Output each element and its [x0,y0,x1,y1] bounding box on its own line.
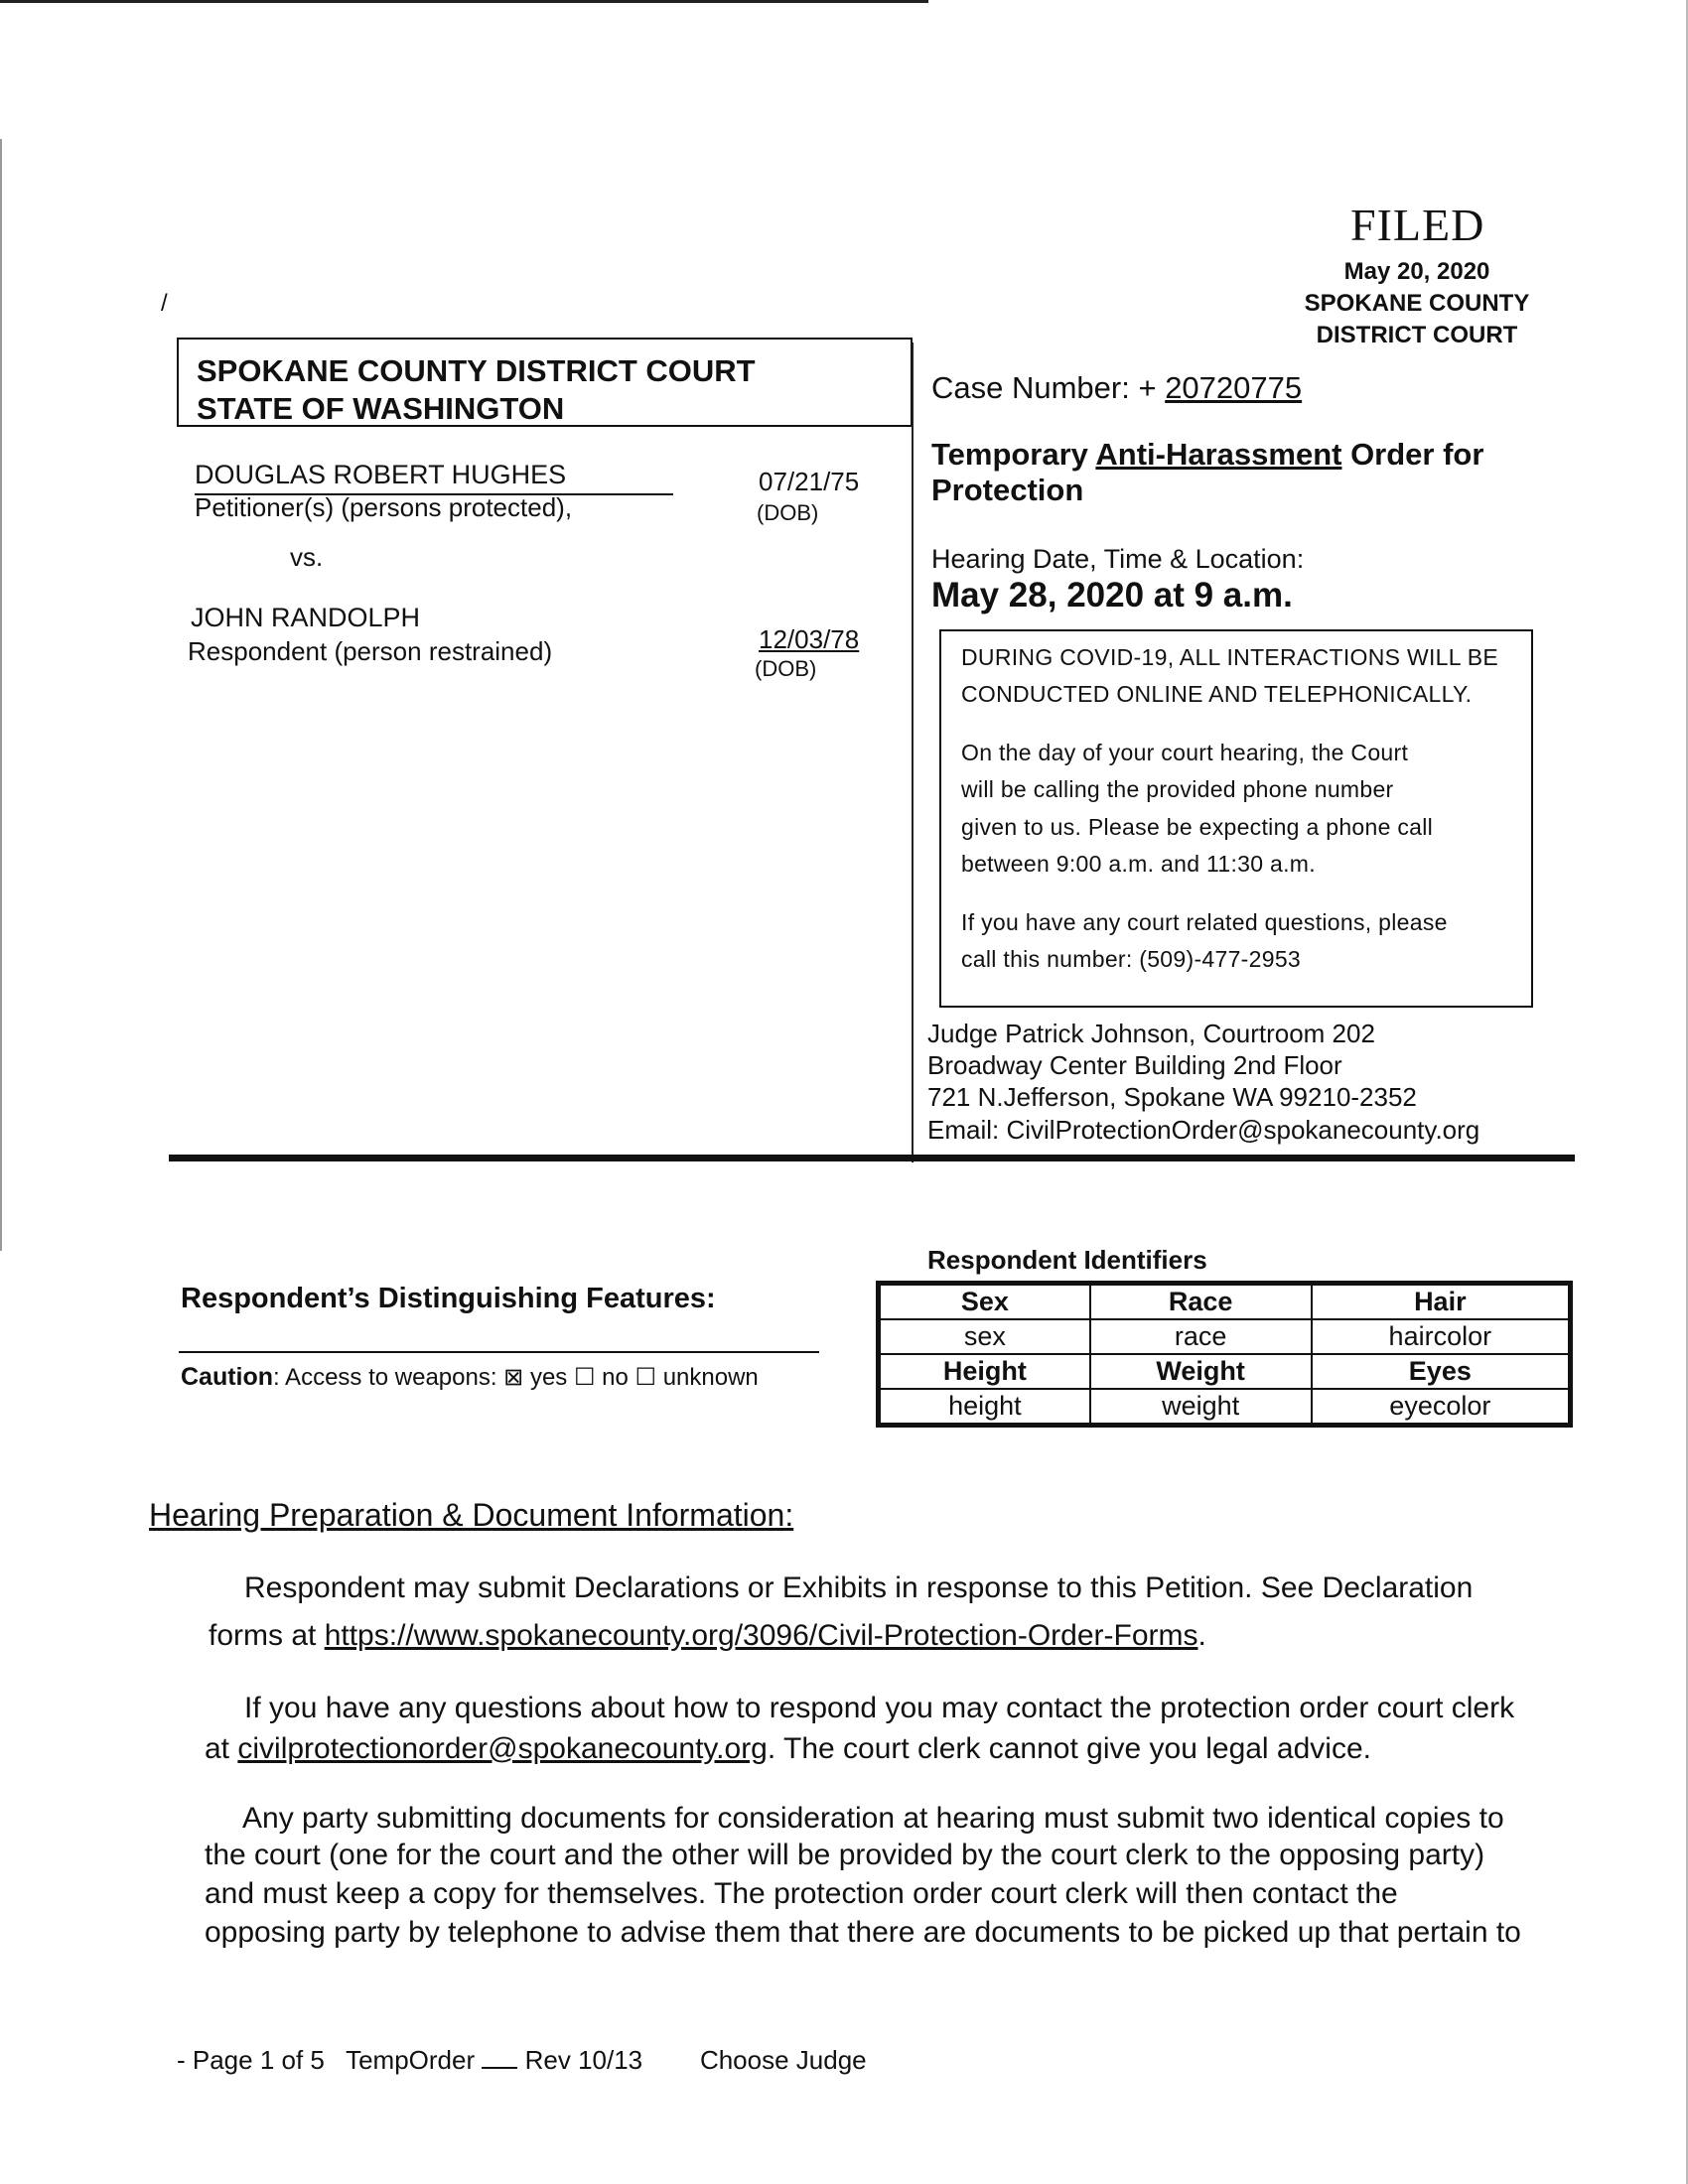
respondent-dob: 12/03/78 [759,624,860,654]
distinguishing-features-label: Respondent’s Distinguishing Features: [181,1283,716,1314]
court-address: 721 N.Jefferson, Spokane WA 99210-2352 [927,1082,1417,1112]
paragraph-text: forms at [209,1619,325,1652]
order-title-line2: Protection [931,473,1084,507]
covid-notice-line: If you have any court related questions, please [961,909,1448,935]
table-cell: height [879,1389,1090,1426]
covid-notice-line: CONDUCTED ONLINE AND TELEPHONICALLY. [961,681,1473,707]
table-header-cell: Weight [1090,1354,1312,1389]
court-name: SPOKANE COUNTY DISTRICT COURT [197,353,756,388]
left-scan-edge [0,139,2,1251]
court-header-box [177,338,913,427]
respondent-identifiers-table [876,1281,1573,1428]
petitioner-dob-label: (DOB) [757,500,819,525]
choose-judge-field[interactable]: Choose Judge [699,2045,867,2075]
declaration-forms-link[interactable]: https://www.spokanecounty.org/3096/Civil-Protection-Order-Forms [324,1619,1198,1652]
filed-stamp-date: May 20, 2020 [1343,258,1490,285]
caution-label: Caution [181,1363,274,1391]
petitioner-dob: 07/21/75 [759,467,860,496]
section-divider [169,1155,1575,1161]
paragraph-line: Respondent may submit Declarations or Exhibits in response to this Petition. See Declaration [244,1571,1474,1604]
respondent-identifiers-title: Respondent Identifiers [927,1245,1207,1275]
table-header-cell: Eyes [1312,1354,1571,1389]
covid-notice-line: will be calling the provided phone number [961,776,1394,802]
paragraph-line: opposing party by telephone to advise them that there are documents to be picked up that pertain to [205,1916,1521,1949]
caution-text: : Access to weapons: ⊠ yes ☐ no ☐ unknown [273,1364,759,1391]
stray-mark: / [161,290,168,317]
respondent-name: JOHN RANDOLPH [191,603,421,632]
court-email: Email: CivilProtectionOrder@spokanecounty.org [927,1115,1480,1145]
paragraph-line [209,1619,1206,1653]
paragraph-line: If you have any questions about how to respond you may contact the protection order court clerk [244,1692,1515,1724]
table-cell: race [1090,1319,1312,1354]
paragraph-line: Any party submitting documents for consideration at hearing must submit two identical copies to [242,1802,1504,1835]
form-blank [482,2047,517,2069]
petitioner-role: Petitioner(s) (persons protected), [195,492,573,522]
covid-notice-line: DURING COVID-19, ALL INTERACTIONS WILL BE [961,644,1498,670]
page-footer [177,2045,867,2076]
filed-stamp-word: FILED [1350,200,1485,250]
case-number-label: Case Number: + [931,370,1166,405]
case-number-value: 20720775 [1165,370,1303,405]
versus-label: vs. [290,542,324,572]
filed-stamp-court: DISTRICT COURT [1316,322,1518,348]
table-row [879,1354,1571,1389]
petitioner-name: DOUGLAS ROBERT HUGHES [195,460,567,489]
order-title-type: Anti-Harassment [1095,437,1342,472]
paragraph-text: . The court clerk cannot give you legal advice. [767,1732,1371,1765]
order-title-prefix: Temporary [931,437,1096,472]
table-row [879,1319,1571,1354]
covid-notice-line: On the day of your court hearing, the Court [961,740,1409,765]
table-cell: haircolor [1312,1319,1571,1354]
page-number: - Page 1 of 5 [177,2045,325,2075]
court-state: STATE OF WASHINGTON [197,391,565,426]
table-cell: eyecolor [1312,1389,1571,1426]
judge-courtroom: Judge Patrick Johnson, Courtroom 202 [927,1019,1375,1048]
table-header-cell: Height [879,1354,1090,1389]
table-cell: sex [879,1319,1090,1354]
covid-notice-box [939,629,1533,1008]
table-header-cell: Race [1090,1284,1312,1320]
top-scan-edge [0,0,928,3]
clerk-email-link[interactable]: civilprotectionorder@spokanecounty.org [237,1732,768,1765]
table-row [879,1284,1571,1320]
covid-notice-line: call this number: (509)-477-2953 [961,946,1301,972]
paragraph-text: at [205,1732,238,1765]
court-building: Broadway Center Building 2nd Floor [927,1050,1342,1080]
covid-notice-line: given to us. Please be expecting a phone call [961,814,1434,840]
paragraph-line [205,1732,1371,1766]
form-revision: Rev 10/13 [524,2045,643,2075]
hearing-date: May 28, 2020 at 9 a.m. [931,576,1293,614]
respondent-dob-label: (DOB) [755,656,817,681]
respondent-role: Respondent (person restrained) [188,636,553,666]
weapons-caution [181,1363,759,1392]
form-name: TempOrder [346,2045,476,2075]
paragraph-text: . [1197,1619,1206,1652]
table-header-cell: Sex [879,1284,1090,1320]
hearing-label: Hearing Date, Time & Location: [931,544,1305,574]
case-number [931,370,1302,406]
paragraph-line: and must keep a copy for themselves. The protection order court clerk will then contact the [205,1877,1398,1910]
table-header-cell: Hair [1312,1284,1571,1320]
filed-stamp-county: SPOKANE COUNTY [1304,290,1530,317]
table-row [879,1389,1571,1426]
caption-divider [912,342,914,1162]
distinguishing-features-field [179,1351,819,1353]
paragraph-line: the court (one for the court and the other will be provided by the court clerk to the opposing party) [205,1839,1485,1871]
order-title [931,437,1567,508]
order-title-suffix: Order for [1341,437,1484,472]
table-cell: weight [1090,1389,1312,1426]
covid-notice-line: between 9:00 a.m. and 11:30 a.m. [961,851,1316,877]
hearing-preparation-heading: Hearing Preparation & Document Information: [149,1497,794,1533]
